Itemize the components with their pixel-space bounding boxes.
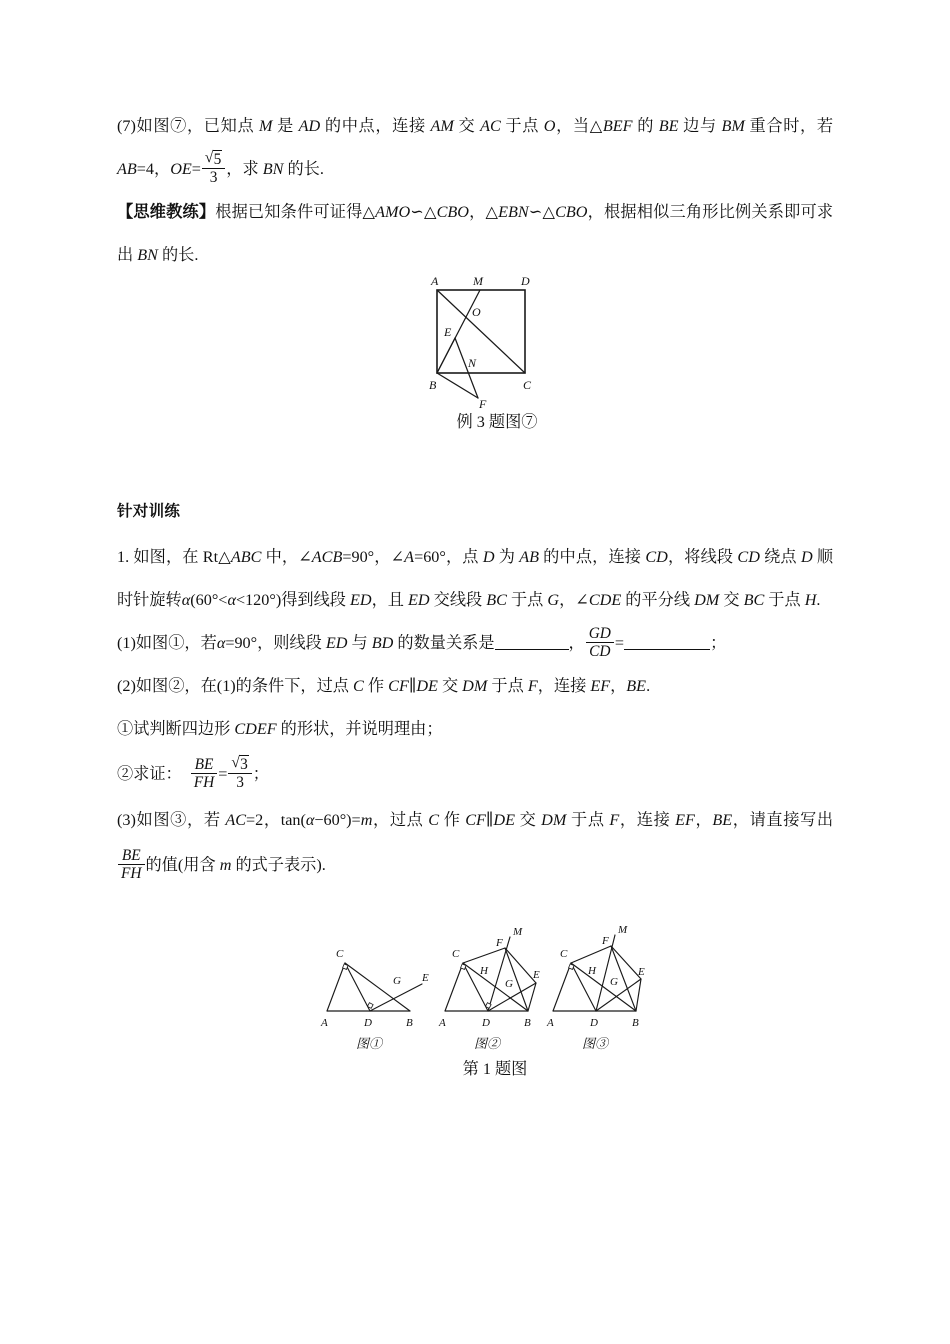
fraction-numerator: BE: [118, 847, 145, 865]
page-content: [117, 105, 833, 888]
q2-text-a: (2)如图②，在(1)的条件下，过点: [117, 677, 354, 695]
p1-text-q: 交: [719, 591, 744, 609]
q1-text-c: 与: [347, 634, 372, 652]
fig1-segment-CB: [345, 963, 410, 1011]
problem-1-part-2: [117, 665, 833, 708]
p1-var-A: A: [404, 548, 415, 566]
p1-text-g: ，将线段: [667, 548, 738, 566]
coach-tri-CBO-1: CBO: [436, 203, 469, 221]
fig2-right-angle-C: [461, 964, 466, 969]
label-B: B: [429, 378, 437, 392]
sqrt-icon: [205, 150, 222, 168]
coach-text-c: ，△: [468, 203, 499, 221]
p1-text-o: ，∠: [559, 591, 589, 609]
label-D: D: [521, 274, 530, 288]
p7-var-O: O: [543, 117, 556, 135]
p1-text-b: 中，∠: [261, 548, 312, 566]
fig3-label-A: A: [547, 1017, 554, 1029]
q3-var-C: C: [428, 811, 440, 829]
problem-1-part-1: [117, 622, 833, 665]
fig1-label-E: E: [422, 972, 429, 984]
q3-var-DE: DE: [493, 811, 515, 829]
p1-text-e: 为: [494, 548, 520, 566]
parallel-symbol-1: ∥: [408, 677, 417, 695]
fig2-segment-AC: [445, 963, 463, 1011]
problem-1-stem: [117, 536, 833, 622]
fraction-BE-over-FH-1: [191, 756, 218, 791]
fraction-numerator: BE: [191, 756, 218, 774]
fig1-right-angle-C: [343, 964, 348, 969]
fig1-segment-DE: [370, 984, 422, 1011]
fig1-segment-CD: [345, 963, 370, 1011]
q2sub1-var-CDEF: CDEF: [234, 720, 277, 738]
q2-var-BE: BE: [626, 677, 647, 695]
coach-tri-CBO-2: CBO: [555, 203, 588, 221]
p7-text-j: =4，: [136, 160, 171, 178]
p7-text-b: 是: [272, 117, 299, 135]
q3-var-alpha: α: [305, 811, 315, 829]
p1-text-m: 交线段: [429, 591, 487, 609]
q3-text-j: ，请直接写出: [732, 811, 834, 829]
q2sub2-equals: =: [218, 765, 228, 783]
fig2-label-B: B: [524, 1017, 531, 1029]
fraction-GD-over-CD: [586, 625, 614, 660]
problem-7-statement: [117, 105, 833, 191]
q1-var-BD: BD: [371, 634, 394, 652]
coach-text-e: ，根据相似三角形比例关系即可求出: [117, 203, 834, 264]
figures-problem-1: [300, 915, 690, 1065]
p1-text-d: =60°，点: [414, 548, 483, 566]
q3-text-f: 交: [514, 811, 542, 829]
fraction-sqrt3-over-3: [228, 755, 251, 791]
p7-text-e: 于点: [500, 117, 544, 135]
fig3-label-D: D: [590, 1017, 598, 1029]
similar-symbol-2: ∽: [528, 203, 543, 221]
figure-1-shapes: [327, 963, 422, 1011]
p1-text-s: .: [816, 591, 821, 609]
q2-var-F: F: [527, 677, 538, 695]
coach-text-b: △: [423, 203, 437, 221]
fig2-caption: 图②: [474, 1036, 501, 1051]
p1-text-a: 1. 如图，在 Rt△: [117, 548, 231, 566]
q3-text-c: −60°)=: [314, 811, 361, 829]
parallel-symbol-2: ∥: [485, 811, 494, 829]
label-C: C: [523, 378, 532, 392]
figure-3-shapes: [553, 935, 641, 1011]
coach-tri-EBN: EBN: [498, 203, 529, 221]
fig3-label-E: E: [638, 966, 645, 978]
p1-var-G: G: [547, 591, 560, 609]
fraction-denominator: FH: [193, 774, 215, 791]
p7-var-AB: AB: [117, 160, 137, 178]
q3-var-AC: AC: [225, 811, 247, 829]
q3-text-e: 作: [439, 811, 466, 829]
p1-var-CD2: CD: [737, 548, 760, 566]
section-heading-targeted-training: 针对训练: [117, 502, 181, 520]
p1-var-BC: BC: [486, 591, 507, 609]
fig3-segment-CF: [571, 946, 611, 963]
q2-text-d: 于点: [487, 677, 528, 695]
p7-text-l: ，求: [226, 160, 263, 178]
fig2-segment-CF: [463, 948, 505, 963]
p7-var-AD: AD: [298, 117, 321, 135]
p1-var-CDE: CDE: [588, 591, 622, 609]
q2-text-c: 交: [437, 677, 463, 695]
fig1-segment-AC: [327, 963, 345, 1011]
fig3-label-M: M: [618, 924, 628, 936]
sqrt-radicand: 5: [213, 150, 222, 168]
q2-text-e: ，连接: [537, 677, 591, 695]
p1-var-ED: ED: [350, 591, 372, 609]
figures-problem-1-caption: 第 1 题图: [462, 1060, 528, 1078]
p1-var-D2: D: [800, 548, 813, 566]
p1-var-H: H: [804, 591, 817, 609]
p7-var-AM: AM: [430, 117, 454, 135]
coach-var-BN: BN: [137, 246, 158, 264]
p1-var-AB: AB: [519, 548, 539, 566]
q3-text-h: ，连接: [619, 811, 676, 829]
fig3-label-H: H: [588, 965, 596, 977]
coach-tri-AMO: AMO: [375, 203, 411, 221]
fig2-label-G: G: [505, 978, 513, 990]
q1-var-alpha: α: [216, 634, 226, 652]
similar-symbol-1: ∽: [410, 203, 424, 221]
label-O: O: [472, 305, 481, 319]
p1-text-i: 顺时针旋转: [117, 548, 834, 609]
coach-text-d: △: [542, 203, 556, 221]
q3-text-k: 的值(用含: [145, 856, 220, 874]
q2-text-b: 作: [363, 677, 389, 695]
q1-text-f: =: [614, 634, 625, 652]
coach-text-f: 的长.: [157, 246, 199, 264]
p7-text-h: 边与: [678, 117, 722, 135]
q2-text-f: ，: [610, 677, 627, 695]
q3-var-BE: BE: [712, 811, 733, 829]
problem-1-part-2-sub1: [117, 708, 833, 751]
label-A: A: [431, 274, 439, 288]
label-N: N: [468, 356, 477, 370]
p1-var-alpha: α: [181, 591, 191, 609]
fraction-sqrt5-over-3: [202, 150, 225, 186]
q3-var-F: F: [609, 811, 620, 829]
q2-var-DM: DM: [462, 677, 488, 695]
fraction-numerator: [228, 755, 251, 774]
fig3-label-B: B: [632, 1017, 639, 1029]
fraction-denominator: 3: [236, 774, 244, 791]
p7-var-M: M: [258, 117, 273, 135]
q3-text-d: ，过点: [372, 811, 429, 829]
fig1-label-C: C: [336, 948, 344, 960]
answer-blank-2[interactable]: [624, 634, 710, 650]
p7-text-k: =: [191, 160, 201, 178]
p1-var-DM: DM: [694, 591, 720, 609]
sqrt-radicand: 3: [240, 755, 248, 773]
q3-var-EF: EF: [675, 811, 695, 829]
fig3-segment-BE: [636, 979, 641, 1011]
q1-text-b: =90°，则线段: [225, 634, 326, 652]
p7-var-AC: AC: [480, 117, 501, 135]
q2sub2-text-b: ；: [252, 765, 269, 783]
p1-text-n: 于点: [506, 591, 548, 609]
fig2-label-E: E: [533, 969, 540, 981]
fig3-label-F: F: [602, 935, 609, 947]
fig2-label-F: F: [496, 937, 503, 949]
p7-text-i: 重合时，若: [744, 117, 834, 135]
fig1-label-G: G: [393, 975, 401, 987]
q2-var-CF: CF: [388, 677, 409, 695]
q2-var-C: C: [353, 677, 364, 695]
q1-text-g: ；: [710, 634, 727, 652]
fraction-numerator: GD: [586, 625, 614, 643]
p1-var-ABC: ABC: [230, 548, 262, 566]
q2sub1-text-b: 的形状，并说明理由；: [276, 720, 443, 738]
p7-var-BE: BE: [658, 117, 679, 135]
q3-text-a: (3)如图③，若: [117, 811, 226, 829]
q1-text-d: 的数量关系是: [393, 634, 495, 652]
label-F: F: [479, 397, 487, 411]
fig3-right-angle-C: [569, 964, 574, 969]
q2sub1-text-a: ①试判断四边形: [117, 720, 235, 738]
fig2-label-D: D: [482, 1017, 490, 1029]
answer-blank-1[interactable]: [495, 634, 569, 650]
q3-text-g: 于点: [566, 811, 610, 829]
p1-var-ACB: ACB: [311, 548, 343, 566]
figures-problem-1-svg: [300, 915, 690, 1065]
p7-text-f: ，当△: [555, 117, 603, 135]
q1-var-ED: ED: [325, 634, 348, 652]
figure-example3-7-caption: 例 3 题图⑦: [456, 413, 538, 431]
fig3-label-G: G: [610, 976, 618, 988]
coach-text-a: 根据已知条件可证得△: [215, 203, 376, 221]
p7-text-g: 的: [632, 117, 659, 135]
problem-1-part-2-sub2: [117, 751, 833, 798]
problem-1-part-3: [117, 798, 833, 888]
coach-tag-label: 【思维教练】: [117, 203, 216, 221]
p7-var-BN: BN: [262, 160, 284, 178]
segment-EB: [437, 338, 455, 373]
fig3-caption: 图③: [582, 1036, 609, 1051]
q3-text-i: ，: [694, 811, 713, 829]
fig1-label-B: B: [406, 1017, 413, 1029]
p7-text-m: 的长.: [283, 160, 324, 178]
p7-var-OE: OE: [170, 160, 192, 178]
fraction-BE-over-FH-2: [118, 847, 145, 882]
p1-text-h: 绕点: [759, 548, 801, 566]
fig1-label-A: A: [321, 1017, 328, 1029]
q2sub2-text-a: ②求证：: [117, 765, 182, 783]
fraction-denominator: 3: [209, 169, 218, 186]
p1-text-k: <120°)得到线段: [235, 591, 351, 609]
p1-var-alpha2: α: [227, 591, 236, 609]
p7-var-BEF: BEF: [602, 117, 633, 135]
q2-var-DE: DE: [416, 677, 438, 695]
fig2-label-H: H: [480, 965, 488, 977]
p7-text-c: 的中点，连接: [320, 117, 431, 135]
fig3-segment-AC: [553, 963, 571, 1011]
p1-text-l: ，且: [371, 591, 409, 609]
p1-text-j: (60°<: [190, 591, 228, 609]
p1-text-f: 的中点，连接: [539, 548, 646, 566]
q3-text-l: 的式子表示).: [231, 856, 326, 874]
label-E: E: [444, 325, 452, 339]
q1-text-a: (1)如图①，若: [117, 634, 217, 652]
fraction-denominator: CD: [589, 643, 611, 660]
p1-var-BC2: BC: [743, 591, 765, 609]
p1-text-p: 的平分线: [621, 591, 695, 609]
p1-var-CD: CD: [645, 548, 668, 566]
fig2-label-A: A: [439, 1017, 446, 1029]
q3-text-b: =2，tan(: [246, 811, 306, 829]
fig3-segment-FE: [611, 946, 641, 979]
q3-var-m2: m: [219, 856, 232, 874]
q2-text-g: .: [646, 677, 651, 695]
p1-text-c: =90°，∠: [342, 548, 405, 566]
coach-hint: [117, 191, 833, 277]
q3-var-DM: DM: [541, 811, 567, 829]
fig2-label-M: M: [513, 926, 523, 938]
q3-var-m: m: [360, 811, 373, 829]
p7-text-d: 交: [453, 117, 481, 135]
sqrt-icon: [231, 755, 248, 773]
p7-var-BM: BM: [721, 117, 745, 135]
label-M: M: [473, 274, 483, 288]
q3-var-CF: CF: [465, 811, 486, 829]
fig1-label-D: D: [364, 1017, 372, 1029]
fraction-denominator: FH: [121, 865, 142, 882]
fraction-numerator: [202, 150, 225, 169]
fig1-caption: 图①: [356, 1036, 383, 1051]
fig3-label-C: C: [560, 948, 568, 960]
q1-text-e: ，: [568, 634, 585, 652]
segment-BF: [437, 373, 478, 398]
p1-var-ED2: ED: [408, 591, 430, 609]
p1-var-D: D: [482, 548, 495, 566]
q2-var-EF: EF: [590, 677, 611, 695]
p1-text-r: 于点: [764, 591, 805, 609]
fig2-label-C: C: [452, 948, 460, 960]
p7-text-a: (7)如图⑦，已知点: [117, 117, 259, 135]
